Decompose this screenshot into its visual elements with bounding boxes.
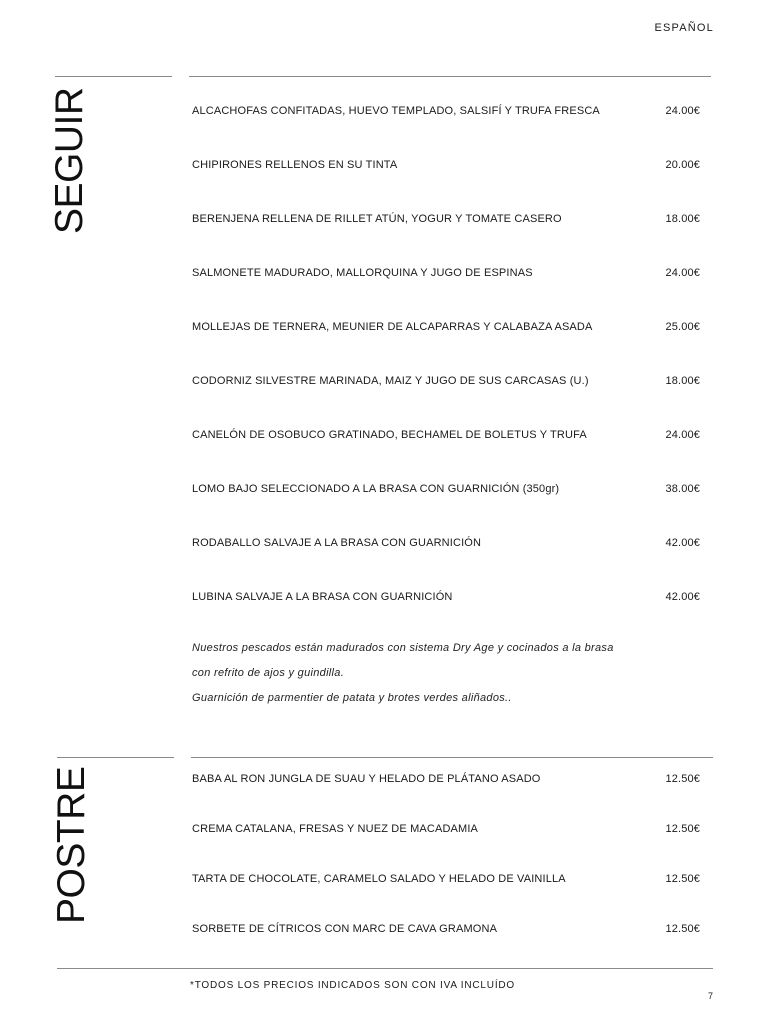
menu-item [192,537,700,557]
menu-item [192,375,700,395]
menu-item-price: 38.00€ [665,483,700,495]
dessert-item-name: SORBETE DE CÍTRICOS CON MARC DE CAVA GRAMONA [192,923,498,935]
menu-item-name: CHIPIRONES RELLENOS EN SU TINTA [192,159,398,171]
seguir-title-rule [55,76,172,77]
seguir-section-title: SEGUIR [48,87,91,234]
menu-item [192,591,700,611]
menu-item-price: 24.00€ [665,105,700,117]
menu-item-name: LOMO BAJO SELECCIONADO A LA BRASA CON GUARNICIÓN (350gr) [192,483,560,495]
dessert-item-price: 12.50€ [665,873,700,885]
postre-list-rule [191,757,713,758]
menu-item-price: 18.00€ [665,213,700,225]
menu-item [192,213,700,233]
fish-note-line: con refrito de ajos y guindilla. [192,667,345,679]
dessert-item [192,873,700,893]
fish-note-line: Nuestros pescados están madurados con sistema Dry Age y cocinados a la brasa [192,642,614,654]
menu-item [192,483,700,503]
dessert-item-price: 12.50€ [665,773,700,785]
menu-item-name: CANELÓN DE OSOBUCO GRATINADO, BECHAMEL DE BOLETUS Y TRUFA [192,429,587,441]
menu-item [192,105,700,125]
menu-item [192,429,700,449]
menu-item-price: 42.00€ [665,537,700,549]
footer-rule [57,968,713,969]
menu-item-name: SALMONETE MADURADO, MALLORQUINA Y JUGO DE ESPINAS [192,267,533,279]
menu-item-price: 25.00€ [665,321,700,333]
menu-item-name: ALCACHOFAS CONFITADAS, HUEVO TEMPLADO, SALSIFÍ Y TRUFA FRESCA [192,105,600,117]
menu-item-name: CODORNIZ SILVESTRE MARINADA, MAIZ Y JUGO DE SUS CARCASAS (U.) [192,375,589,387]
menu-item-name: RODABALLO SALVAJE A LA BRASA CON GUARNICIÓN [192,537,482,549]
menu-item [192,321,700,341]
garnish-note-line: Guarnición de parmentier de patata y brotes verdes aliñados.. [192,692,512,704]
menu-item-name: MOLLEJAS DE TERNERA, MEUNIER DE ALCAPARRAS Y CALABAZA ASADA [192,321,593,333]
dessert-item [192,923,700,943]
dessert-item [192,773,700,793]
menu-item-name: BERENJENA RELLENA DE RILLET ATÚN, YOGUR Y TOMATE CASERO [192,213,562,225]
menu-item-price: 24.00€ [665,429,700,441]
menu-item-price: 42.00€ [665,591,700,603]
page-number: 7 [707,991,713,1001]
menu-item-price: 24.00€ [665,267,700,279]
dessert-item-name: TARTA DE CHOCOLATE, CARAMELO SALADO Y HELADO DE VAINILLA [192,873,566,885]
language-label[interactable]: ESPAÑOL [654,22,714,34]
menu-item [192,159,700,179]
menu-item-price: 20.00€ [665,159,700,171]
menu-item-price: 18.00€ [665,375,700,387]
dessert-item-price: 12.50€ [665,923,700,935]
vat-footnote: *TODOS LOS PRECIOS INDICADOS SON CON IVA INCLUÍDO [190,980,515,991]
postre-title-rule [57,757,174,758]
menu-item [192,267,700,287]
seguir-list-rule [189,76,711,77]
postre-section-title: POSTRE [50,766,93,924]
dessert-item [192,823,700,843]
dessert-item-name: CREMA CATALANA, FRESAS Y NUEZ DE MACADAMIA [192,823,479,835]
dessert-item-price: 12.50€ [665,823,700,835]
dessert-item-name: BABA AL RON JUNGLA DE SUAU Y HELADO DE PLÁTANO ASADO [192,773,541,785]
menu-item-name: LUBINA SALVAJE A LA BRASA CON GUARNICIÓN [192,591,453,603]
